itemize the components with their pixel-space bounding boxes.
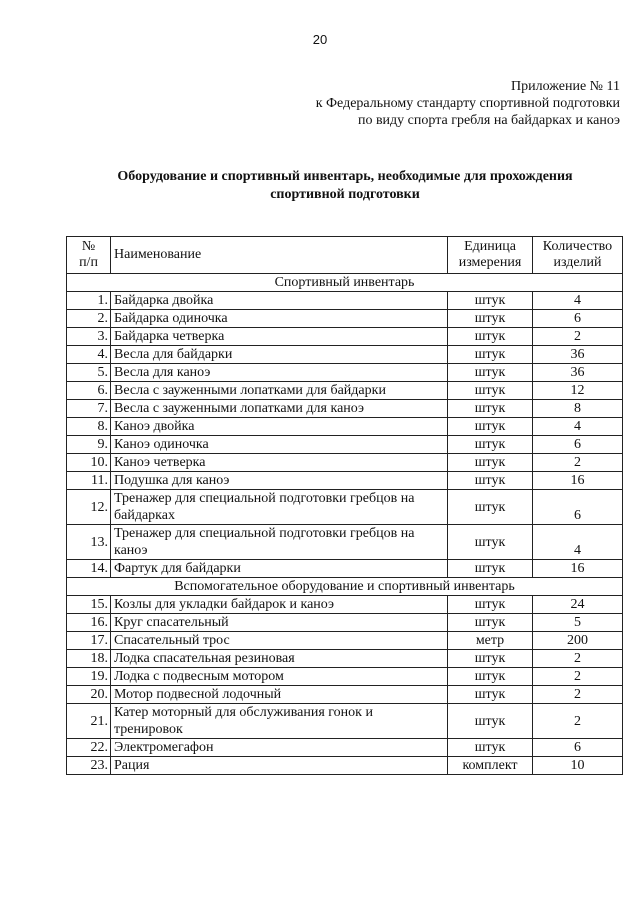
appendix-header bbox=[316, 78, 620, 129]
header-unit-line-2: измерения bbox=[458, 255, 522, 270]
row-unit: штук bbox=[448, 472, 533, 490]
row-number: 16. bbox=[67, 614, 111, 632]
appendix-line-2: к Федеральному стандарту спортивной подготовки bbox=[315, 96, 620, 111]
equipment-table bbox=[66, 236, 623, 775]
row-number: 3. bbox=[67, 328, 111, 346]
row-quantity: 4 bbox=[533, 525, 623, 560]
row-name: Мотор подвесной лодочный bbox=[111, 686, 448, 704]
row-unit: штук bbox=[448, 400, 533, 418]
row-unit: штук bbox=[448, 650, 533, 668]
row-number: 23. bbox=[67, 757, 111, 775]
row-unit: штук bbox=[448, 364, 533, 382]
row-unit: штук bbox=[448, 668, 533, 686]
row-number: 6. bbox=[67, 382, 111, 400]
row-number: 21. bbox=[67, 704, 111, 739]
row-unit: метр bbox=[448, 632, 533, 650]
row-name: Спасательный трос bbox=[111, 632, 448, 650]
row-quantity: 6 bbox=[533, 436, 623, 454]
row-number: 12. bbox=[67, 490, 111, 525]
row-unit: штук bbox=[448, 328, 533, 346]
row-number: 5. bbox=[67, 364, 111, 382]
row-number: 10. bbox=[67, 454, 111, 472]
table-row bbox=[67, 686, 623, 704]
row-quantity: 6 bbox=[533, 310, 623, 328]
section-row bbox=[67, 578, 623, 596]
document-title bbox=[60, 168, 630, 204]
table-row bbox=[67, 310, 623, 328]
row-quantity: 8 bbox=[533, 400, 623, 418]
row-unit: штук bbox=[448, 739, 533, 757]
row-name: Байдарка четверка bbox=[111, 328, 448, 346]
row-name: Каноэ одиночка bbox=[111, 436, 448, 454]
row-number: 11. bbox=[67, 472, 111, 490]
section-title: Вспомогательное оборудование и спортивный инвентарь bbox=[67, 578, 623, 596]
row-name: Катер моторный для обслуживания гонок и тренировок bbox=[111, 704, 448, 739]
header-quantity bbox=[533, 237, 623, 274]
table-row bbox=[67, 525, 623, 560]
section-row bbox=[67, 274, 623, 292]
table-row bbox=[67, 436, 623, 454]
page-number: 20 bbox=[312, 32, 328, 47]
header-unit bbox=[448, 237, 533, 274]
row-quantity: 6 bbox=[533, 490, 623, 525]
row-name: Лодка спасательная резиновая bbox=[111, 650, 448, 668]
row-name: Рация bbox=[111, 757, 448, 775]
row-quantity: 6 bbox=[533, 739, 623, 757]
row-name: Лодка с подвесным мотором bbox=[111, 668, 448, 686]
table-row bbox=[67, 364, 623, 382]
row-quantity: 200 bbox=[533, 632, 623, 650]
row-unit: штук bbox=[448, 560, 533, 578]
row-quantity: 5 bbox=[533, 614, 623, 632]
row-unit: штук bbox=[448, 418, 533, 436]
row-unit: штук bbox=[448, 454, 533, 472]
section-title: Спортивный инвентарь bbox=[67, 274, 623, 292]
row-name: Весла для байдарки bbox=[111, 346, 448, 364]
table-row bbox=[67, 650, 623, 668]
row-quantity: 16 bbox=[533, 560, 623, 578]
row-name: Электромегафон bbox=[111, 739, 448, 757]
row-quantity: 2 bbox=[533, 650, 623, 668]
row-quantity: 4 bbox=[533, 292, 623, 310]
row-unit: штук bbox=[448, 382, 533, 400]
row-quantity: 2 bbox=[533, 328, 623, 346]
table-row bbox=[67, 454, 623, 472]
row-quantity: 2 bbox=[533, 668, 623, 686]
table-row bbox=[67, 704, 623, 739]
appendix-line-3: по виду спорта гребля на байдарках и каноэ bbox=[357, 113, 620, 128]
row-unit: штук bbox=[448, 704, 533, 739]
row-number: 8. bbox=[67, 418, 111, 436]
row-number: 18. bbox=[67, 650, 111, 668]
row-quantity: 12 bbox=[533, 382, 623, 400]
table-row bbox=[67, 757, 623, 775]
row-unit: штук bbox=[448, 310, 533, 328]
row-name: Весла для каноэ bbox=[111, 364, 448, 382]
row-quantity: 2 bbox=[533, 704, 623, 739]
row-unit: комплект bbox=[448, 757, 533, 775]
header-number-line-2: п/п bbox=[79, 255, 98, 270]
row-unit: штук bbox=[448, 490, 533, 525]
row-number: 17. bbox=[67, 632, 111, 650]
row-unit: штук bbox=[448, 614, 533, 632]
row-unit: штук bbox=[448, 292, 533, 310]
header-name: Наименование bbox=[111, 237, 448, 274]
row-number: 20. bbox=[67, 686, 111, 704]
row-name: Тренажер для специальной подготовки гребцов на байдарках bbox=[111, 490, 448, 525]
header-number-line-1: № bbox=[81, 239, 96, 254]
header-quantity-line-1: Количество bbox=[542, 239, 613, 254]
table-body bbox=[67, 274, 623, 775]
row-name: Подушка для каноэ bbox=[111, 472, 448, 490]
table-row bbox=[67, 668, 623, 686]
row-name: Круг спасательный bbox=[111, 614, 448, 632]
table-header-row bbox=[67, 237, 623, 274]
table-row bbox=[67, 560, 623, 578]
row-quantity: 2 bbox=[533, 454, 623, 472]
appendix-line-1: Приложение № 11 bbox=[511, 79, 620, 94]
row-number: 22. bbox=[67, 739, 111, 757]
row-number: 19. bbox=[67, 668, 111, 686]
row-quantity: 10 bbox=[533, 757, 623, 775]
table-row bbox=[67, 739, 623, 757]
table-row bbox=[67, 596, 623, 614]
row-number: 7. bbox=[67, 400, 111, 418]
title-line-2: спортивной подготовки bbox=[270, 187, 420, 202]
table-row bbox=[67, 472, 623, 490]
row-unit: штук bbox=[448, 686, 533, 704]
header-quantity-line-2: изделий bbox=[553, 255, 602, 270]
table-row bbox=[67, 632, 623, 650]
row-name: Козлы для укладки байдарок и каноэ bbox=[111, 596, 448, 614]
row-quantity: 16 bbox=[533, 472, 623, 490]
row-unit: штук bbox=[448, 346, 533, 364]
row-number: 15. bbox=[67, 596, 111, 614]
row-quantity: 4 bbox=[533, 418, 623, 436]
row-name: Каноэ четверка bbox=[111, 454, 448, 472]
row-number: 13. bbox=[67, 525, 111, 560]
row-number: 2. bbox=[67, 310, 111, 328]
table-row bbox=[67, 292, 623, 310]
row-name: Байдарка двойка bbox=[111, 292, 448, 310]
row-name: Фартук для байдарки bbox=[111, 560, 448, 578]
row-number: 4. bbox=[67, 346, 111, 364]
row-quantity: 36 bbox=[533, 346, 623, 364]
table-row bbox=[67, 418, 623, 436]
table-row bbox=[67, 400, 623, 418]
row-quantity: 24 bbox=[533, 596, 623, 614]
row-name: Весла с зауженными лопатками для байдарки bbox=[111, 382, 448, 400]
row-unit: штук bbox=[448, 596, 533, 614]
table-row bbox=[67, 346, 623, 364]
row-name: Байдарка одиночка bbox=[111, 310, 448, 328]
table-row bbox=[67, 382, 623, 400]
row-unit: штук bbox=[448, 436, 533, 454]
row-number: 1. bbox=[67, 292, 111, 310]
table-row bbox=[67, 614, 623, 632]
row-quantity: 2 bbox=[533, 686, 623, 704]
table-row bbox=[67, 490, 623, 525]
row-number: 9. bbox=[67, 436, 111, 454]
table-row bbox=[67, 328, 623, 346]
row-unit: штук bbox=[448, 525, 533, 560]
header-unit-line-1: Единица bbox=[464, 239, 516, 254]
row-quantity: 36 bbox=[533, 364, 623, 382]
row-name: Каноэ двойка bbox=[111, 418, 448, 436]
row-name: Тренажер для специальной подготовки гребцов на каноэ bbox=[111, 525, 448, 560]
header-number bbox=[67, 237, 111, 274]
row-name: Весла с зауженными лопатками для каноэ bbox=[111, 400, 448, 418]
row-number: 14. bbox=[67, 560, 111, 578]
title-line-1: Оборудование и спортивный инвентарь, необходимые для прохождения bbox=[117, 169, 573, 184]
